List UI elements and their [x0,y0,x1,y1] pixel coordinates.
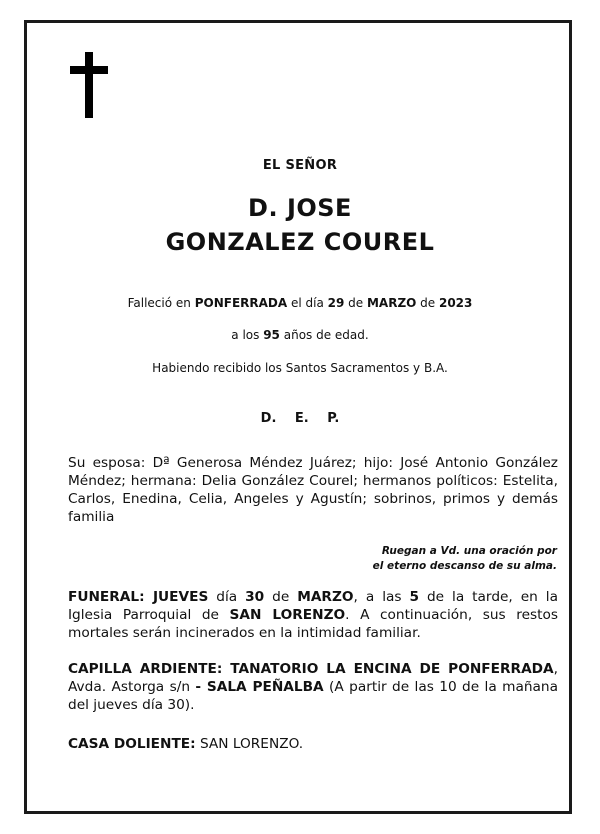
honorific-title: EL SEÑOR [262,158,338,173]
death-info: Falleció en PONFERRADA el día 29 de MARZO de 2023 [127,296,473,310]
deceased-name-line1: D. JOSE [248,194,352,222]
cross-icon [70,52,108,118]
deceased-name-line2: GONZALEZ COUREL [165,228,435,256]
house-of-mourning: CASA DOLIENTE: SAN LORENZO. [68,736,304,752]
age-info: a los 95 años de edad. [231,328,369,342]
funeral-info: FUNERAL: JUEVES día 30 de MARZO, a las 5 de la tarde, en la Iglesia Parroquial de SAN LORENZO. A continuación, sus restos mortales serán incinerados en la intimidad familiar. [68,589,558,641]
family-list: Su esposa: Dª Generosa Méndez Juárez; hijo: José Antonio González Méndez; hermana: Delia González Courel; hermanos políticos: Estelita, Carlos, Enedina, Celia, Angeles y Agustín; sobrinos, primos y demás familia [68,455,558,525]
prayer-request: Ruegan a Vd. una oración por el eterno descanso de su alma. [372,545,557,572]
chapel-info: CAPILLA ARDIENTE: TANATORIO LA ENCINA DE PONFERRADA, Avda. Astorga s/n - SALA PEÑALBA (A partir de las 10 de la mañana del jueves día 30). [68,661,558,713]
rip-abbreviation: D. E. P. [260,411,340,426]
sacraments-line: Habiendo recibido los Santos Sacramentos y B.A. [152,361,448,375]
